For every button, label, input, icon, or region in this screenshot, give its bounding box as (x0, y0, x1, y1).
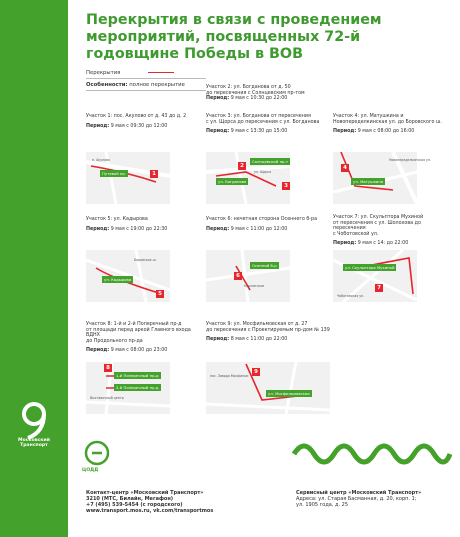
brand-line2: Транспорт (20, 443, 48, 449)
map-7-street: Чоботовская ул. (337, 294, 365, 298)
map-1-number: 1 (150, 170, 158, 178)
closure-line-sample (148, 72, 174, 74)
map-4-number: 4 (341, 164, 349, 172)
section-8-period: 9 мая с 08:00 до 23:00 (110, 348, 168, 354)
section-2-period: 9 мая с 10:30 до 22:00 (230, 96, 288, 102)
map-5 (86, 250, 170, 302)
section-8-subtitle: от площади перед аркой Главного входа ВДНХ (86, 327, 191, 339)
codd-logo-icon (84, 440, 110, 466)
section-1 (86, 114, 206, 129)
map-6 (206, 250, 290, 302)
brand-line1: Московский (18, 438, 50, 443)
service-title: Сервисный центр «Московский Транспорт» (296, 490, 422, 496)
section-3 (206, 114, 331, 135)
section-7-period: 9 мая с 14: до 22:00 (357, 241, 409, 247)
section-7-title: Участок 7: ул. Скульптора Мухиной (333, 215, 424, 220)
legend (86, 68, 206, 92)
map-2-label-1: ул. Богданова (218, 179, 247, 184)
period-label: Период: (86, 348, 110, 354)
section-1-title: Участок 1: пос. Акулово от д. 43 до д. 2 (86, 114, 187, 119)
service-address-1: Адреса: ул. Старая Басманная, д. 20, корп. 1; (296, 496, 417, 502)
map-8-label-2: 2-й Поперечный пр-д (116, 385, 159, 390)
section-2 (206, 85, 326, 102)
contact-phone-short: 3210 (МТС, Билайн, Мегафон) (86, 496, 174, 502)
section-6-period: 9 мая с 11:00 до 12:00 (230, 226, 288, 232)
map-7 (333, 250, 417, 302)
legend-features-label: Особенности: (86, 81, 128, 88)
map-8-number: 8 (104, 364, 112, 372)
codd-label: ЦОДД (82, 468, 99, 473)
map-5-street: Боровское ш. (134, 258, 157, 262)
map-4-label: ул. Матушкина (353, 179, 384, 184)
section-2-title: Участок 2: ул. Богданова от д. 50 (206, 85, 291, 90)
map-4 (333, 152, 431, 204)
period-label: Период: (206, 226, 230, 232)
map-2-street: ул. Щорса (254, 170, 272, 174)
contact-center (86, 490, 276, 514)
map-2-label-2: Солнцевский пр-т (252, 159, 289, 164)
section-3-title: Участок 3: ул. Богданова от пересечения (206, 114, 311, 119)
brand-sidebar (0, 0, 68, 537)
period-label: Период: (86, 226, 110, 232)
section-7-subtitle-2: с Чоботовской ул. (333, 231, 379, 237)
legend-features-value: полное перекрытие (129, 81, 185, 88)
contact-website-link[interactable]: www.transport.mos.ru, vk.com/transportmos (86, 508, 214, 514)
map-7-number: 7 (375, 284, 383, 292)
map-1-street: п. Акулово (92, 158, 110, 162)
section-7 (333, 215, 451, 247)
period-label: Период: (206, 96, 230, 102)
map-9-number: 9 (252, 368, 260, 376)
wave-decoration-icon (292, 440, 452, 468)
section-6 (206, 217, 331, 232)
map-6-label: Осенний б-р (252, 263, 277, 268)
service-address-2: ул. 1905 года, д. 25 (296, 502, 349, 508)
page-title: Перекрытия в связи с проведением мероприятий, посвященных 72-й годовщине Победы в ВОВ (86, 12, 382, 62)
period-label: Период: (333, 129, 357, 135)
moscow-transport-logo-icon (16, 400, 52, 440)
section-8-title: Участок 8: 1-й и 2-й Поперечный пр-д (86, 322, 182, 327)
contact-title: Контакт-центр «Московский Транспорт» (86, 490, 204, 496)
section-5-title: Участок 5: ул. Кадырова (86, 217, 148, 222)
legend-label: Перекрытия (86, 69, 121, 76)
section-9-title: Участок 9: ул. Мосфильмовская от д. 27 (206, 322, 308, 327)
contact-phone: +7 (495) 539-5454 (с городского) (86, 502, 183, 508)
period-label: Период: (86, 123, 110, 129)
brand-name (8, 438, 60, 448)
map-5-number: 5 (156, 290, 164, 298)
map-2-3 (206, 152, 290, 204)
section-4-subtitle: Новопеределкинская ул. до Боровского ш. (333, 119, 442, 125)
section-4-title: Участок 4: ул. Матушкина и (333, 114, 404, 119)
map-5-label: ул. Кадырова (104, 277, 132, 282)
map-7-label: ул. Скульптора Мухиной (345, 265, 395, 270)
map-3-number: 3 (282, 182, 290, 190)
map-8-label-1: 1-й Поперечный пр-д (116, 373, 159, 378)
map-9 (206, 362, 330, 414)
map-9-label: ул. Мосфильмовская (268, 391, 310, 396)
period-label: Период: (206, 129, 230, 135)
section-9-subtitle: до пересечения с Проектируемым пр-дом № 139 (206, 327, 330, 333)
map-1-label: Путевой пр. (102, 171, 126, 176)
section-8 (86, 322, 206, 354)
map-8 (86, 362, 170, 414)
section-8-subtitle-2: до Продольного пр-да (86, 338, 143, 344)
map-8-street: Выставочный центр (90, 396, 124, 400)
section-5 (86, 217, 206, 232)
section-3-subtitle: с ул. Щорса до пересечения с ул. Богданова (206, 119, 320, 125)
map-9-street: пос. Завода Мосфильм (210, 374, 249, 378)
period-label: Период: (333, 241, 357, 247)
section-7-subtitle: от пересечения с ул. Шолохова до пересечения (333, 220, 421, 232)
map-6-number: 6 (234, 272, 242, 280)
map-4-street: Новопеределкинская ул. (389, 158, 431, 162)
map-2-number: 2 (238, 162, 246, 170)
section-4-period: 9 мая с 08:00 до 16:00 (357, 129, 415, 135)
map-1 (86, 152, 170, 204)
map-6-street: Крылатское (244, 284, 265, 288)
section-6-title: Участок 6: нечетная сторона Осеннего б-ра (206, 217, 318, 222)
section-9-period: 8 мая с 11:00 до 22:00 (230, 337, 288, 343)
section-5-period: 9 мая с 19:00 до 22:30 (110, 226, 168, 232)
service-center (296, 490, 454, 508)
section-3-period: 9 мая с 13:30 до 15:00 (230, 129, 288, 135)
section-1-period: 9 мая с 09:30 до 12:00 (110, 123, 168, 129)
period-label: Период: (206, 337, 230, 343)
section-4 (333, 114, 451, 135)
section-9 (206, 322, 331, 343)
section-2-subtitle: до пересечения с Солнцевским пр-том (206, 90, 305, 96)
